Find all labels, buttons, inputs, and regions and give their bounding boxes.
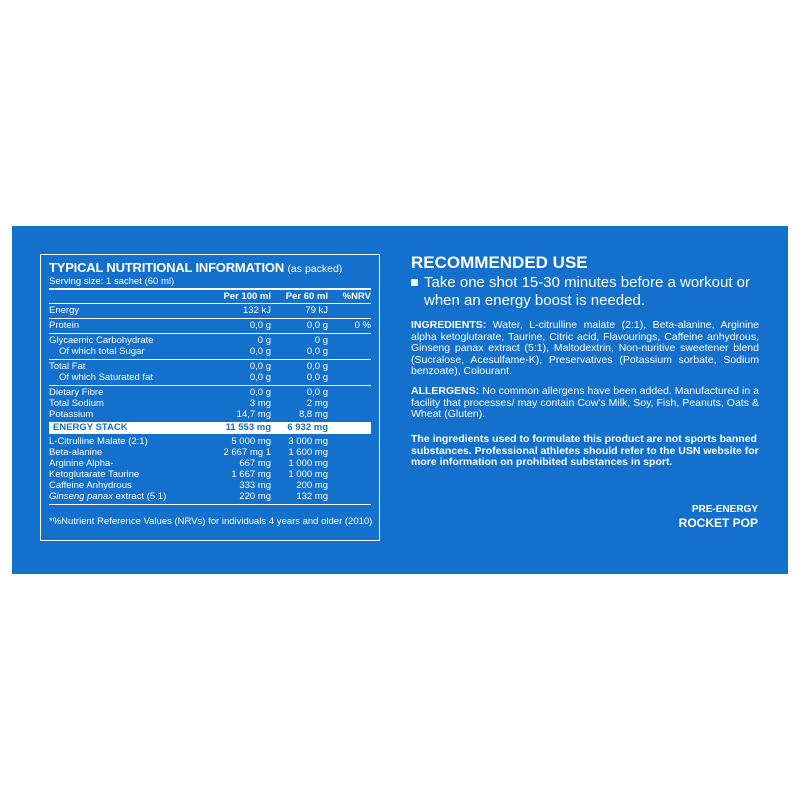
- table-row: Glycaemic Carbohydrate 0 g 0 g: [49, 335, 328, 346]
- table-row: Beta-alanine 2 667 mg 1 1 600 mg: [49, 447, 328, 458]
- label-panel: [12, 226, 788, 574]
- table-row: Dietary Fibre 0,0 g 0,0 g: [49, 387, 328, 398]
- table-row: Potassium 14,7 mg 8,8 mg: [49, 409, 328, 420]
- table-header: Per 100 ml Per 60 ml %NRV: [223, 291, 371, 302]
- serving-size: Serving size: 1 sachet (60 ml): [49, 276, 175, 287]
- table-row: Total Sodium 3 mg 2 mg: [49, 398, 328, 409]
- table-row: Of which total Sugar 0,0 g 0,0 g: [59, 346, 328, 357]
- allergens-text: ALLERGENS: No common allergens have been added. Manufactured in a facility that processes/ may contain Cow's Milk, Soy, Fish, Peanuts, Oats & Wheat (Gluten).: [411, 385, 759, 421]
- table-row: Energy 132 kJ 79 kJ: [49, 305, 328, 316]
- recommended-use-text: Take one shot 15-30 minutes before a workout or when an energy boost is needed.: [411, 274, 771, 310]
- banned-substances-note: The ingredients used to formulate this product are not sports banned substances. Professional athletes should refer to the USN website for more information on prohibited substances in sport.: [411, 433, 759, 469]
- bullet-icon: [411, 279, 418, 286]
- table-row: Ketoglutarate Taurine 1 667 mg 1 000 mg: [49, 469, 328, 480]
- table-row: Arginine Alpha- 667 mg 1 000 mg: [49, 458, 328, 469]
- recommended-use-title: RECOMMENDED USE: [411, 253, 588, 272]
- table-row: Protein 0,0 g 0,0 g 0 %: [49, 320, 371, 331]
- product-category: PRE-ENERGY: [691, 504, 758, 515]
- nutrition-table: [40, 254, 380, 541]
- product-flavour: ROCKET POP: [678, 516, 758, 530]
- energy-stack-row: ENERGY STACK 11 553 mg 6 932 mg: [49, 422, 371, 434]
- table-row: Caffeine Anhydrous 333 mg 200 mg: [49, 480, 328, 491]
- nutrition-title: TYPICAL NUTRITIONAL INFORMATION (as packed): [49, 260, 343, 275]
- ingredients-text: INGREDIENTS: Water, L-citrulline malate (2:1), Beta-alanine, Arginine alpha ketoglutarate, Taurine, Citric acid, Flavourings, Caffeine anhydrous, Ginseng panax extract (5:1), Maltodextrin, Non-nuritive sweetener blend (Sucralose, Acesulfame-K), Preservatives (Potassium sorbate, Sodium benzoate), Colourant.: [411, 319, 759, 378]
- table-row: Of which Saturated fat 0,0 g 0,0 g: [59, 372, 328, 383]
- table-row: L-Citrulline Malate (2:1) 5 000 mg 3 000 mg: [49, 436, 328, 447]
- table-row: Ginseng panax extract (5:1) 220 mg 132 mg: [49, 491, 328, 502]
- table-row: Total Fat 0,0 g 0,0 g: [49, 361, 328, 372]
- nrv-footnote: *%Nutrient Reference Values (NRVs) for individuals 4 years and older (2010): [49, 516, 373, 527]
